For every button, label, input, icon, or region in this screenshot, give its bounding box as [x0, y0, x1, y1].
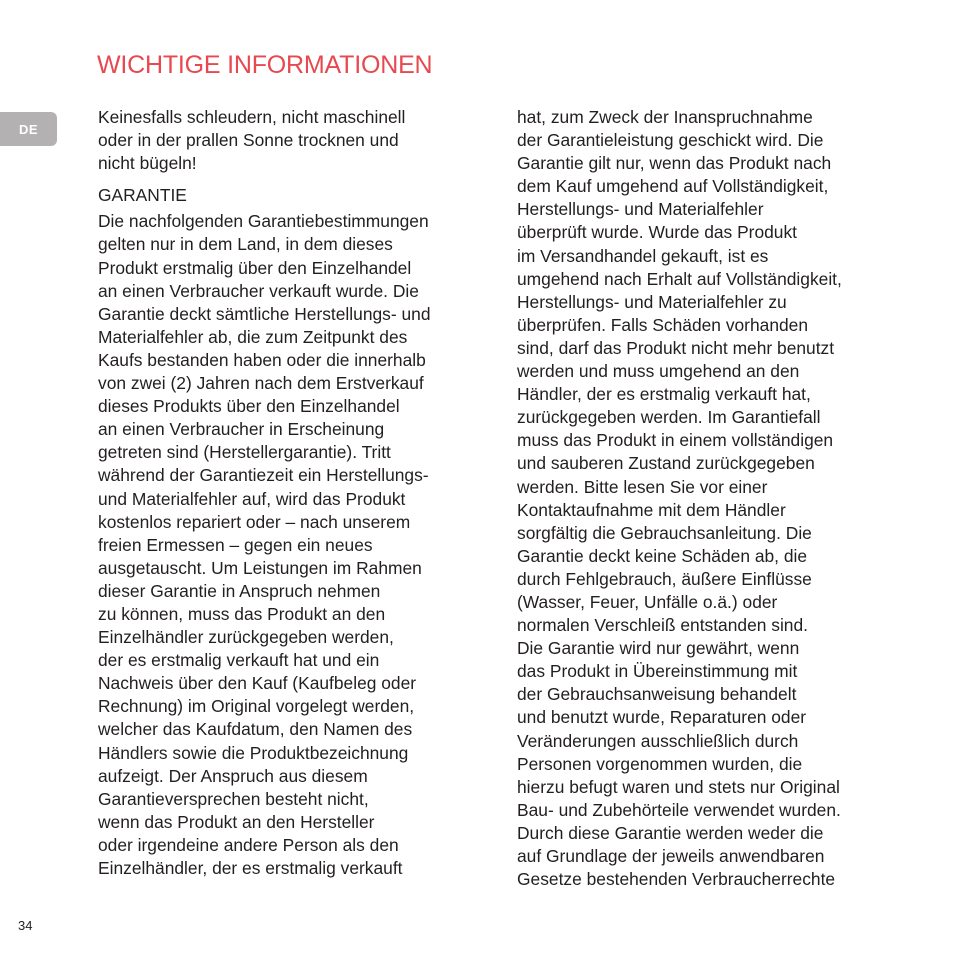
text-line: Herstellungs- und Materialfehler zu	[517, 291, 787, 312]
text-line: und sauberen Zustand zurückgegeben	[517, 453, 815, 474]
text-line: Durch diese Garantie werden weder die	[517, 822, 824, 843]
text-line: Garantie deckt sämtliche Herstellungs- und	[98, 303, 431, 324]
intro-paragraph	[98, 106, 498, 175]
text-line: dieses Produkts über den Einzelhandel	[98, 396, 400, 417]
text-line: muss das Produkt in einem vollständigen	[517, 430, 834, 451]
text-line: der Gebrauchsanweisung behandelt	[517, 684, 797, 705]
text-line: zu können, muss das Produkt an den	[98, 603, 386, 624]
text-line: sind, darf das Produkt nicht mehr benutzt	[517, 337, 835, 358]
text-line: während der Garantiezeit ein Herstellungs-	[98, 465, 429, 486]
text-line: oder irgendeine andere Person als den	[98, 834, 399, 855]
text-line: Nachweis über den Kauf (Kaufbeleg oder	[98, 673, 417, 694]
text-line: gelten nur in dem Land, in dem dieses	[98, 234, 393, 255]
text-line: Händlers sowie die Produktbezeichnung	[98, 742, 409, 763]
text-line: zurückgegeben werden. Im Garantiefall	[517, 407, 821, 428]
text-line: sorgfältig die Gebrauchsanleitung. Die	[517, 522, 812, 543]
text-line: Kaufs bestanden haben oder die innerhalb	[98, 349, 426, 370]
text-line: der Garantieleistung geschickt wird. Die	[517, 130, 824, 151]
page-number: 34	[18, 918, 33, 933]
text-line: umgehend nach Erhalt auf Vollständigkeit,	[517, 268, 842, 289]
text-line: Produkt erstmalig über den Einzelhandel	[98, 257, 412, 278]
text-line: freien Ermessen – gegen ein neues	[98, 534, 373, 555]
text-line: wenn das Produkt an den Hersteller	[98, 811, 375, 832]
text-line: das Produkt in Übereinstimmung mit	[517, 661, 798, 682]
language-tab-label: DE	[18, 121, 39, 137]
text-line: welcher das Kaufdatum, den Namen des	[98, 719, 413, 740]
text-line: werden. Bitte lesen Sie vor einer	[517, 476, 768, 497]
text-line: von zwei (2) Jahren nach dem Erstverkauf	[98, 373, 424, 394]
text-line: Die nachfolgenden Garantiebestimmungen	[98, 211, 429, 232]
text-line: oder in der prallen Sonne trocknen und	[98, 130, 399, 151]
text-line: im Versandhandel gekauft, ist es	[517, 245, 769, 266]
text-line: Garantie deckt keine Schäden ab, die	[517, 545, 808, 566]
text-line: Veränderungen ausschließlich durch	[517, 730, 799, 751]
language-tab	[0, 112, 57, 146]
text-line: Kontaktaufnahme mit dem Händler	[517, 499, 786, 520]
text-line: Keinesfalls schleudern, nicht maschinell	[98, 107, 406, 127]
warranty-paragraph	[98, 210, 498, 880]
text-line: Bau- und Zubehörteile verwendet wurden.	[517, 799, 841, 820]
text-line: Personen vorgenommen wurden, die	[517, 753, 803, 774]
text-line: Materialfehler ab, die zum Zeitpunkt des	[98, 326, 408, 347]
text-line: durch Fehlgebrauch, äußere Einflüsse	[517, 568, 812, 589]
text-line: normalen Verschleiß entstanden sind.	[517, 615, 808, 636]
text-line: kostenlos repariert oder – nach unserem	[98, 511, 411, 532]
text-line: und benutzt wurde, Reparaturen oder	[517, 707, 807, 728]
text-line: Herstellungs- und Materialfehler	[517, 199, 764, 220]
text-line: getreten sind (Herstellergarantie). Tritt	[98, 442, 391, 463]
text-line: Rechnung) im Original vorgelegt werden,	[98, 696, 415, 717]
text-line: ausgetauscht. Um Leistungen im Rahmen	[98, 557, 422, 578]
section-heading-garantie: GARANTIE	[98, 185, 187, 206]
text-line: werden und muss umgehend an den	[517, 361, 800, 382]
text-line: nicht bügeln!	[98, 153, 197, 174]
text-line: (Wasser, Feuer, Unfälle o.ä.) oder	[517, 591, 778, 612]
text-line: Einzelhändler zurückgegeben werden,	[98, 627, 394, 648]
text-line: dem Kauf umgehend auf Vollständigkeit,	[517, 176, 829, 197]
text-line: überprüft wurde. Wurde das Produkt	[517, 222, 798, 243]
text-line: Händler, der es erstmalig verkauft hat,	[517, 384, 811, 405]
text-line: überprüfen. Falls Schäden vorhanden	[517, 314, 809, 335]
left-text-column	[98, 106, 498, 880]
text-line: Gesetze bestehenden Verbraucherrechte	[517, 869, 836, 890]
text-line: Garantieversprechen besteht nicht,	[98, 788, 369, 809]
text-line: und Materialfehler auf, wird das Produkt	[98, 488, 406, 509]
text-line: Garantie gilt nur, wenn das Produkt nach	[517, 153, 832, 174]
text-line: aufzeigt. Der Anspruch aus diesem	[98, 765, 368, 786]
text-line: der es erstmalig verkauft hat und ein	[98, 650, 380, 671]
text-line: an einen Verbraucher in Erscheinung	[98, 419, 385, 440]
text-line: auf Grundlage der jeweils anwendbaren	[517, 846, 825, 866]
text-line: dieser Garantie in Anspruch nehmen	[98, 580, 381, 601]
text-line: Die Garantie wird nur gewährt, wenn	[517, 638, 800, 659]
right-text-column	[517, 106, 917, 891]
text-line: an einen Verbraucher verkauft wurde. Die	[98, 280, 419, 301]
text-line: Einzelhändler, der es erstmalig verkauft	[98, 858, 403, 878]
page-title: WICHTIGE INFORMATIONEN	[97, 51, 433, 79]
text-line: hat, zum Zweck der Inanspruchnahme	[517, 107, 813, 127]
text-line: hierzu befugt waren und stets nur Original	[517, 776, 840, 797]
